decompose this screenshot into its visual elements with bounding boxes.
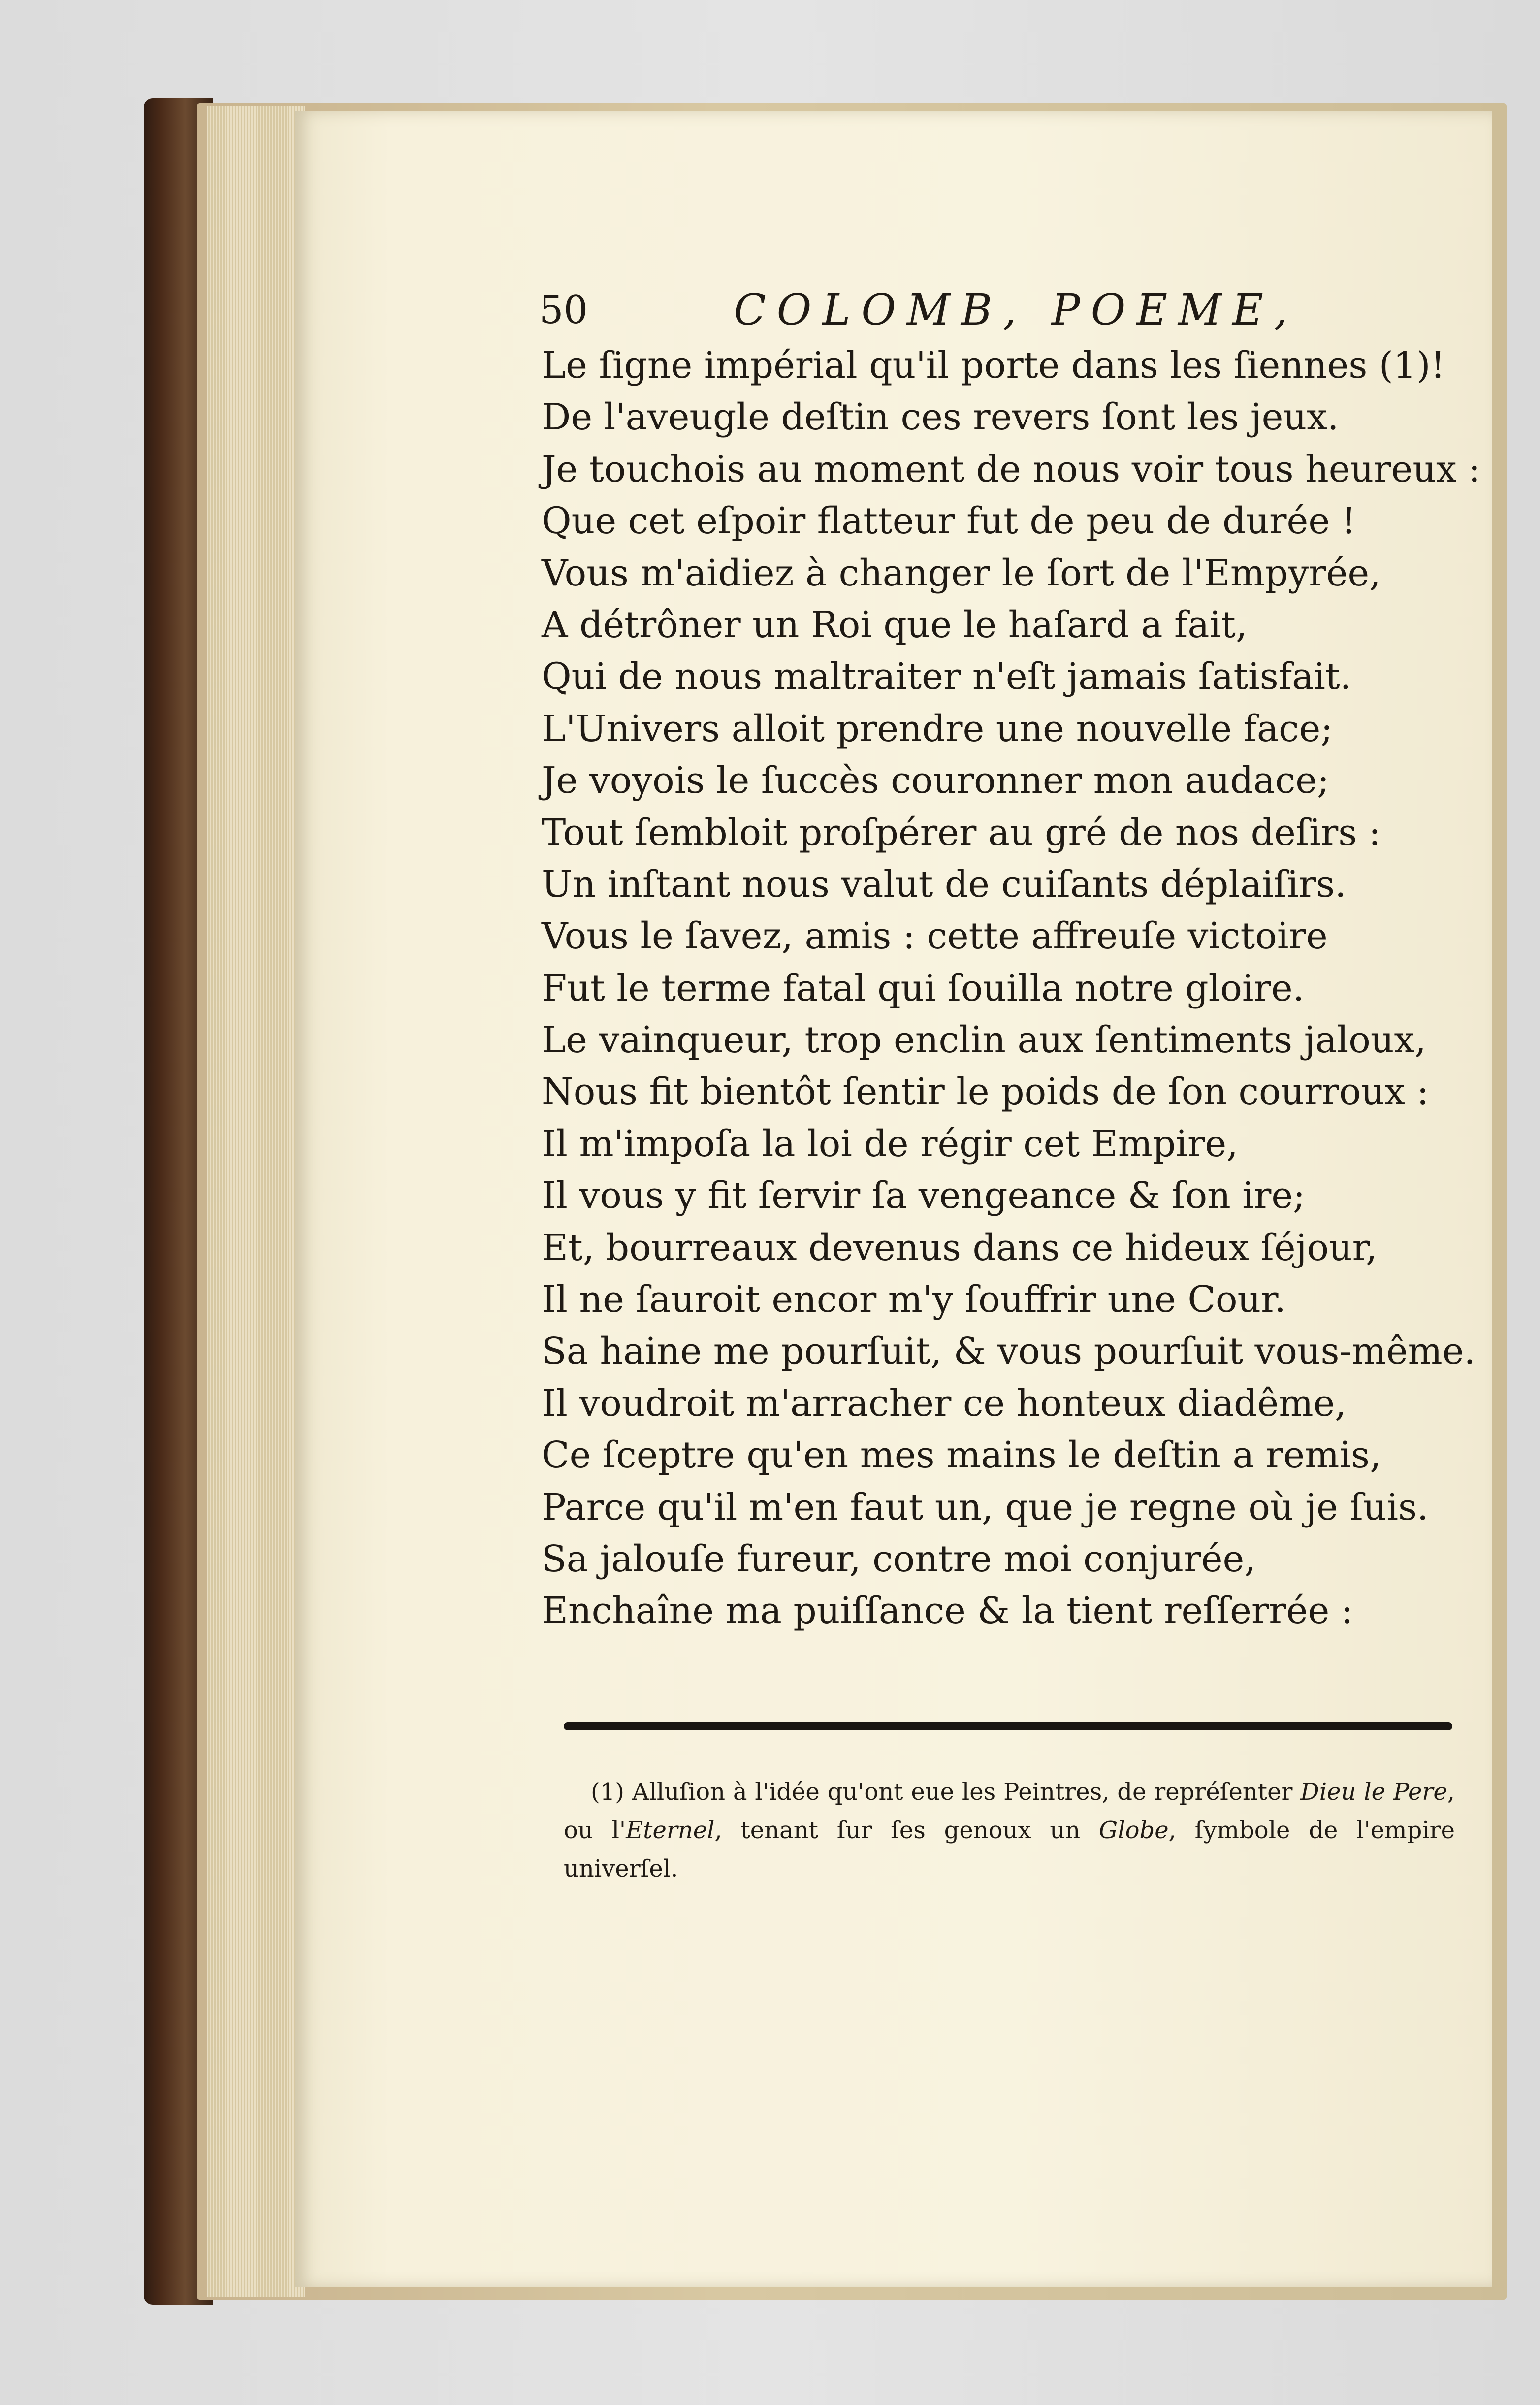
verse-line: Qui de nous maltraiter n'eſt jamais ſatisfait.: [542, 655, 1352, 698]
page-number: 50: [539, 288, 588, 332]
verse-line: Nous fit bientôt ſentir le poids de ſon courroux :: [542, 1071, 1429, 1113]
footnote-text-3: , tenant ſur ſes genoux un: [714, 1817, 1099, 1844]
footnote-text-4: , ſymbole de l'empire univerſel.: [564, 1817, 1455, 1883]
running-head: [542, 286, 1379, 335]
verse-line: Le ſigne impérial qu'il porte dans les ſiennes (1)!: [542, 344, 1445, 387]
verse-line: Sa jalouſe fureur, contre moi conjurée,: [542, 1537, 1256, 1580]
footnote: [564, 1773, 1455, 1888]
verse-line: Ce ſceptre qu'en mes mains le deſtin a remis,: [542, 1434, 1381, 1477]
verse-line: L'Univers alloit prendre une nouvelle face;: [542, 707, 1333, 750]
verse-line: Sa haine me pourſuit, & vous pourſuit vous-même.: [542, 1330, 1476, 1373]
verse-line: Je touchois au moment de nous voir tous heureux :: [542, 448, 1481, 490]
verse-line: Il vous y fit ſervir ſa vengeance & ſon ire;: [542, 1174, 1306, 1217]
verse-line: Je voyois le ſuccès couronner mon audace;: [542, 759, 1329, 802]
verse-line: Un inſtant nous valut de cuiſants déplaiſirs.: [542, 863, 1347, 906]
footnote-text-2: , ou l': [564, 1778, 1455, 1844]
verse-line: Vous le ſavez, amis : cette affreuſe victoire: [542, 915, 1328, 958]
verse-line: Parce qu'il m'en faut un, que je regne où je ſuis.: [542, 1486, 1429, 1528]
running-head-title: COLOMB, POEME,: [734, 286, 1299, 335]
verse-line: A détrôner un Roi que le haſard a fait,: [542, 603, 1248, 646]
page-edges: [207, 106, 305, 2297]
footnote-term-eternel: Eternel: [626, 1817, 715, 1844]
verse-line: Vous m'aidiez à changer le ſort de l'Empyrée,: [542, 552, 1381, 594]
verse-line: De l'aveugle deſtin ces revers ſont les jeux.: [542, 396, 1339, 439]
verse-line: Le vainqueur, trop enclin aux ſentiments jaloux,: [542, 1019, 1426, 1062]
verse-line: Enchaîne ma puiſſance & la tient reſſerrée :: [542, 1590, 1353, 1632]
verse-line: Que cet eſpoir flatteur fut de peu de durée !: [542, 500, 1356, 543]
separator-rule: [564, 1722, 1452, 1730]
verse-line: Il voudroit m'arracher ce honteux diadême,: [542, 1382, 1347, 1425]
verse-block: [542, 340, 1481, 1637]
footnote-text-1: (1) Alluſion à l'idée qu'ont eue les Peintres, de repréſenter: [591, 1778, 1301, 1806]
footnote-term-dieu: Dieu le Pere: [1300, 1778, 1447, 1806]
verse-line: Fut le terme fatal qui ſouilla notre gloire.: [542, 967, 1305, 1009]
verse-line: Il m'impoſa la loi de régir cet Empire,: [542, 1122, 1238, 1165]
footnote-term-globe: Globe: [1098, 1817, 1169, 1844]
verse-line: Tout ſembloit proſpérer au gré de nos deſirs :: [542, 811, 1381, 854]
verse-line: Il ne ſauroit encor m'y ſouffrir une Cour.: [542, 1278, 1286, 1321]
verse-line: Et, bourreaux devenus dans ce hideux ſéjour,: [542, 1226, 1378, 1269]
